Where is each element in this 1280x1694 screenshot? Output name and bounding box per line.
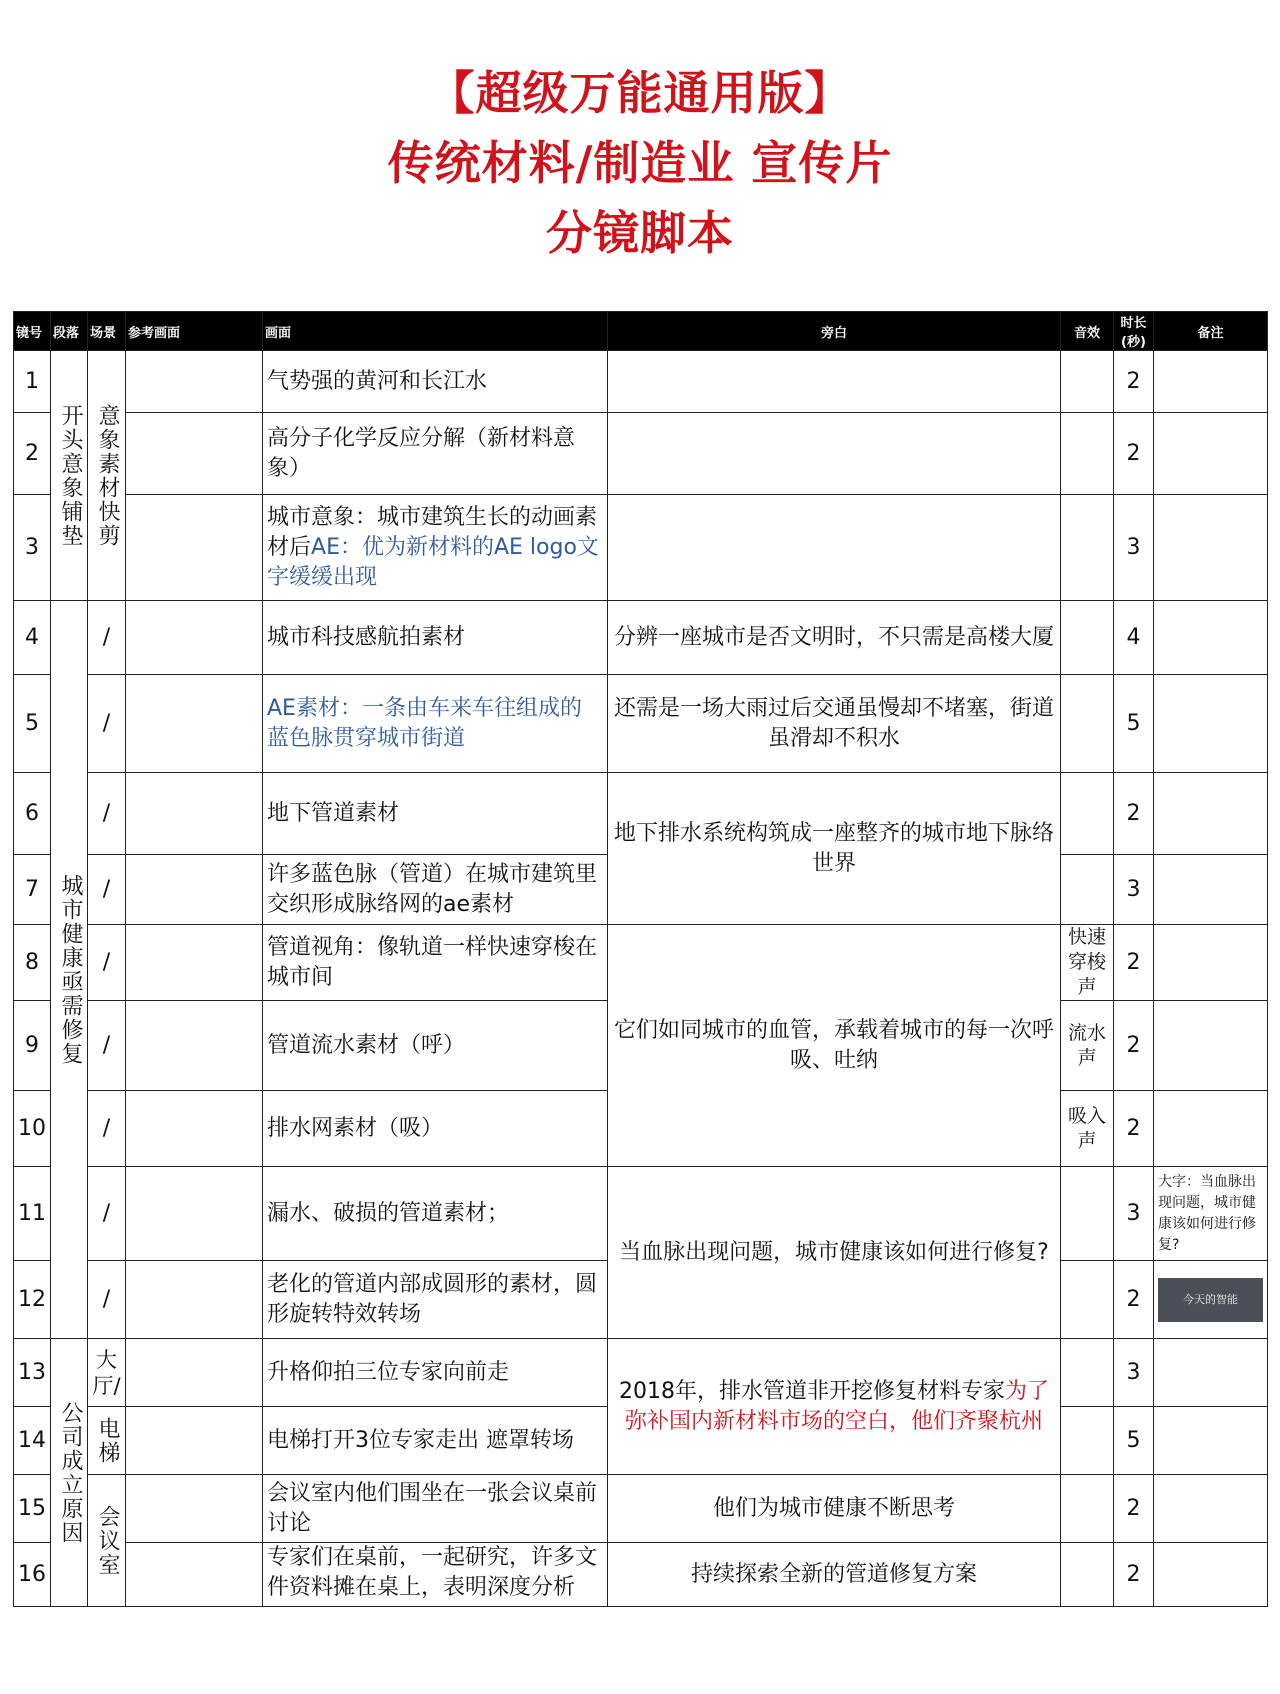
shot-number: 1	[14, 351, 51, 413]
voiceover-cell	[608, 1339, 1061, 1475]
duration-cell: 2	[1114, 1261, 1154, 1339]
reference-image-cell	[126, 1407, 263, 1475]
picture-description: 会议室内他们围坐在一张会议桌前讨论	[263, 1475, 608, 1543]
voiceover-cell: 它们如同城市的血管，承载着城市的每一次呼吸、吐纳	[608, 925, 1061, 1167]
shot-number: 14	[14, 1407, 51, 1475]
table-row	[14, 601, 1268, 675]
header-sound: 音效	[1061, 312, 1114, 351]
sound-cell	[1061, 413, 1114, 495]
duration-cell: 2	[1114, 1475, 1154, 1543]
duration-cell: 3	[1114, 495, 1154, 601]
reference-image-cell	[126, 1261, 263, 1339]
note-image-caption: 今天的智能	[1183, 1293, 1238, 1306]
scene-label: 会议室	[95, 1504, 120, 1577]
duration-cell: 2	[1114, 351, 1154, 413]
shot-number: 4	[14, 601, 51, 675]
table-row	[14, 925, 1268, 1001]
header-notes: 备注	[1154, 312, 1268, 351]
picture-description: 电梯打开3位专家走出 遮罩转场	[263, 1407, 608, 1475]
shot-number: 6	[14, 773, 51, 855]
duration-cell: 2	[1114, 413, 1154, 495]
document-title-block	[0, 58, 1280, 268]
shot-number: 5	[14, 675, 51, 773]
picture-description-text: 专家们在桌前，一起研究，许多文件资料摊在桌上，表明深度分析	[267, 1545, 598, 1600]
header-shot: 镜号	[14, 312, 51, 351]
notes-cell	[1154, 1407, 1268, 1475]
reference-image-cell	[126, 1091, 263, 1167]
sound-cell	[1061, 1339, 1114, 1407]
notes-cell	[1154, 925, 1268, 1001]
scene-cell: /	[88, 773, 126, 855]
title-line-2: 传统材料/制造业 宣传片	[387, 136, 893, 190]
table-row	[14, 1543, 1268, 1607]
picture-description: 气势强的黄河和长江水	[263, 351, 608, 413]
picture-description: 升格仰拍三位专家向前走	[263, 1339, 608, 1407]
storyboard-table	[13, 311, 1268, 1607]
voiceover-cell: 地下排水系统构筑成一座整齐的城市地下脉络世界	[608, 773, 1061, 925]
picture-description	[263, 495, 608, 601]
picture-description: 排水网素材（吸）	[263, 1091, 608, 1167]
notes-cell	[1154, 773, 1268, 855]
scene-cell: /	[88, 1261, 126, 1339]
segment-label: 公司成立原因	[58, 1400, 83, 1545]
scene-cell: 大厅/	[88, 1339, 126, 1407]
note-reference-image	[1158, 1278, 1263, 1322]
segment-cell	[51, 1339, 88, 1607]
shot-number: 13	[14, 1339, 51, 1407]
duration-cell: 5	[1114, 675, 1154, 773]
duration-cell: 2	[1114, 773, 1154, 855]
notes-cell	[1154, 495, 1268, 601]
picture-description: 地下管道素材	[263, 773, 608, 855]
duration-cell: 3	[1114, 1339, 1154, 1407]
title-line-3: 分镜脚本	[546, 206, 734, 260]
sound-cell	[1061, 773, 1114, 855]
voiceover-cell: 他们为城市健康不断思考	[608, 1475, 1061, 1543]
segment-cell	[51, 601, 88, 1339]
picture-description: 管道流水素材（呼）	[263, 1001, 608, 1091]
scene-label: 电梯	[95, 1416, 120, 1465]
picture-description-ae-note: AE：优为新材料的AE logo文字缓缓出现	[267, 534, 599, 590]
scene-cell: /	[88, 1167, 126, 1261]
voiceover-cell: 还需是一场大雨过后交通虽慢却不堵塞，街道虽滑却不积水	[608, 675, 1061, 773]
shot-number: 9	[14, 1001, 51, 1091]
voiceover-cell: 当血脉出现问题，城市健康该如何进行修复?	[608, 1167, 1061, 1339]
scene-cell: /	[88, 1001, 126, 1091]
table-row	[14, 413, 1268, 495]
shot-number: 16	[14, 1543, 51, 1607]
sound-cell	[1061, 351, 1114, 413]
table-row	[14, 773, 1268, 855]
notes-cell	[1154, 351, 1268, 413]
notes-cell	[1154, 675, 1268, 773]
reference-image-cell	[126, 351, 263, 413]
header-duration: 时长(秒)	[1114, 312, 1154, 351]
reference-image-cell	[126, 495, 263, 601]
duration-cell: 2	[1114, 1543, 1154, 1607]
notes-cell	[1154, 413, 1268, 495]
header-voiceover: 旁白	[608, 312, 1061, 351]
notes-cell	[1154, 1339, 1268, 1407]
sound-cell	[1061, 1543, 1114, 1607]
picture-description: 老化的管道内部成圆形的素材，圆形旋转特效转场	[263, 1261, 608, 1339]
reference-image-cell	[126, 1167, 263, 1261]
duration-cell: 3	[1114, 855, 1154, 925]
scene-cell	[88, 1407, 126, 1475]
notes-cell	[1154, 1543, 1268, 1607]
table-row	[14, 675, 1268, 773]
notes-cell	[1154, 601, 1268, 675]
header-picture: 画面	[263, 312, 608, 351]
notes-text: 大字：当血脉出现问题，城市健康该如何进行修复?	[1154, 1167, 1268, 1261]
table-row	[14, 1339, 1268, 1407]
voiceover-cell: 持续探索全新的管道修复方案	[608, 1543, 1061, 1607]
reference-image-cell	[126, 925, 263, 1001]
scene-cell: /	[88, 601, 126, 675]
segment-label: 开头意象铺垫	[58, 403, 83, 548]
duration-cell: 4	[1114, 601, 1154, 675]
sound-effect: 流水声	[1061, 1001, 1114, 1091]
notes-cell	[1154, 1001, 1268, 1091]
notes-cell	[1154, 1091, 1268, 1167]
reference-image-cell	[126, 1001, 263, 1091]
scene-cell: /	[88, 855, 126, 925]
header-reference: 参考画面	[126, 312, 263, 351]
picture-description: 管道视角：像轨道一样快速穿梭在城市间	[263, 925, 608, 1001]
scene-cell: /	[88, 1091, 126, 1167]
voiceover-cell	[608, 351, 1061, 413]
scene-cell: /	[88, 925, 126, 1001]
table-row	[14, 1475, 1268, 1543]
segment-label: 城市健康亟需修复	[58, 873, 83, 1066]
voiceover-cell: 分辨一座城市是否文明时，不只需是高楼大厦	[608, 601, 1061, 675]
picture-description: 高分子化学反应分解（新材料意象）	[263, 413, 608, 495]
duration-cell: 2	[1114, 925, 1154, 1001]
scene-cell: /	[88, 675, 126, 773]
sound-effect: 快速穿梭声	[1061, 925, 1114, 1001]
duration-cell: 3	[1114, 1167, 1154, 1261]
picture-description: 城市科技感航拍素材	[263, 601, 608, 675]
sound-cell	[1061, 495, 1114, 601]
sound-cell	[1061, 1261, 1114, 1339]
duration-cell: 5	[1114, 1407, 1154, 1475]
reference-image-cell	[126, 1339, 263, 1407]
sound-cell	[1061, 1407, 1114, 1475]
table-header-row	[14, 312, 1268, 351]
picture-description: 漏水、破损的管道素材；	[263, 1167, 608, 1261]
sound-cell	[1061, 1167, 1114, 1261]
reference-image-cell	[126, 601, 263, 675]
shot-number: 2	[14, 413, 51, 495]
scene-cell	[88, 351, 126, 601]
picture-description	[263, 1543, 608, 1607]
duration-cell: 2	[1114, 1001, 1154, 1091]
voiceover-highlight: 为了弥补国内新材料市场的空白，他们齐聚杭州	[624, 1378, 1049, 1434]
reference-image-cell	[126, 413, 263, 495]
notes-cell	[1154, 1261, 1268, 1339]
picture-description-text: 城市意象：城市建筑生长的动画素材后	[267, 504, 598, 560]
reference-image-cell	[126, 1475, 263, 1543]
picture-description: 许多蓝色脉（管道）在城市建筑里交织形成脉络网的ae素材	[263, 855, 608, 925]
sound-cell	[1061, 601, 1114, 675]
shot-number: 8	[14, 925, 51, 1001]
reference-image-cell	[126, 855, 263, 925]
voiceover-text: 2018年，排水管道非开挖修复材料专家	[618, 1378, 1005, 1404]
duration-cell: 2	[1114, 1091, 1154, 1167]
sound-cell	[1061, 1475, 1114, 1543]
header-scene: 场景	[88, 312, 126, 351]
voiceover-cell	[608, 413, 1061, 495]
notes-cell	[1154, 1475, 1268, 1543]
table-row	[14, 495, 1268, 601]
shot-number: 11	[14, 1167, 51, 1261]
shot-number: 7	[14, 855, 51, 925]
scene-cell	[88, 1475, 126, 1607]
shot-number: 10	[14, 1091, 51, 1167]
shot-number: 12	[14, 1261, 51, 1339]
reference-image-cell	[126, 675, 263, 773]
table-row	[14, 1167, 1268, 1261]
reference-image-cell	[126, 773, 263, 855]
picture-description: AE素材：一条由车来车往组成的蓝色脉贯穿城市街道	[263, 675, 608, 773]
sound-effect: 吸入声	[1061, 1091, 1114, 1167]
reference-image-cell	[126, 1543, 263, 1607]
scene-label: 意象素材快剪	[95, 403, 120, 548]
shot-number: 3	[14, 495, 51, 601]
table-row	[14, 351, 1268, 413]
segment-cell	[51, 351, 88, 601]
header-segment: 段落	[51, 312, 88, 351]
shot-number: 15	[14, 1475, 51, 1543]
voiceover-cell	[608, 495, 1061, 601]
title-line-1: 【超级万能通用版】	[428, 66, 852, 120]
notes-cell	[1154, 855, 1268, 925]
sound-cell	[1061, 855, 1114, 925]
sound-cell	[1061, 675, 1114, 773]
